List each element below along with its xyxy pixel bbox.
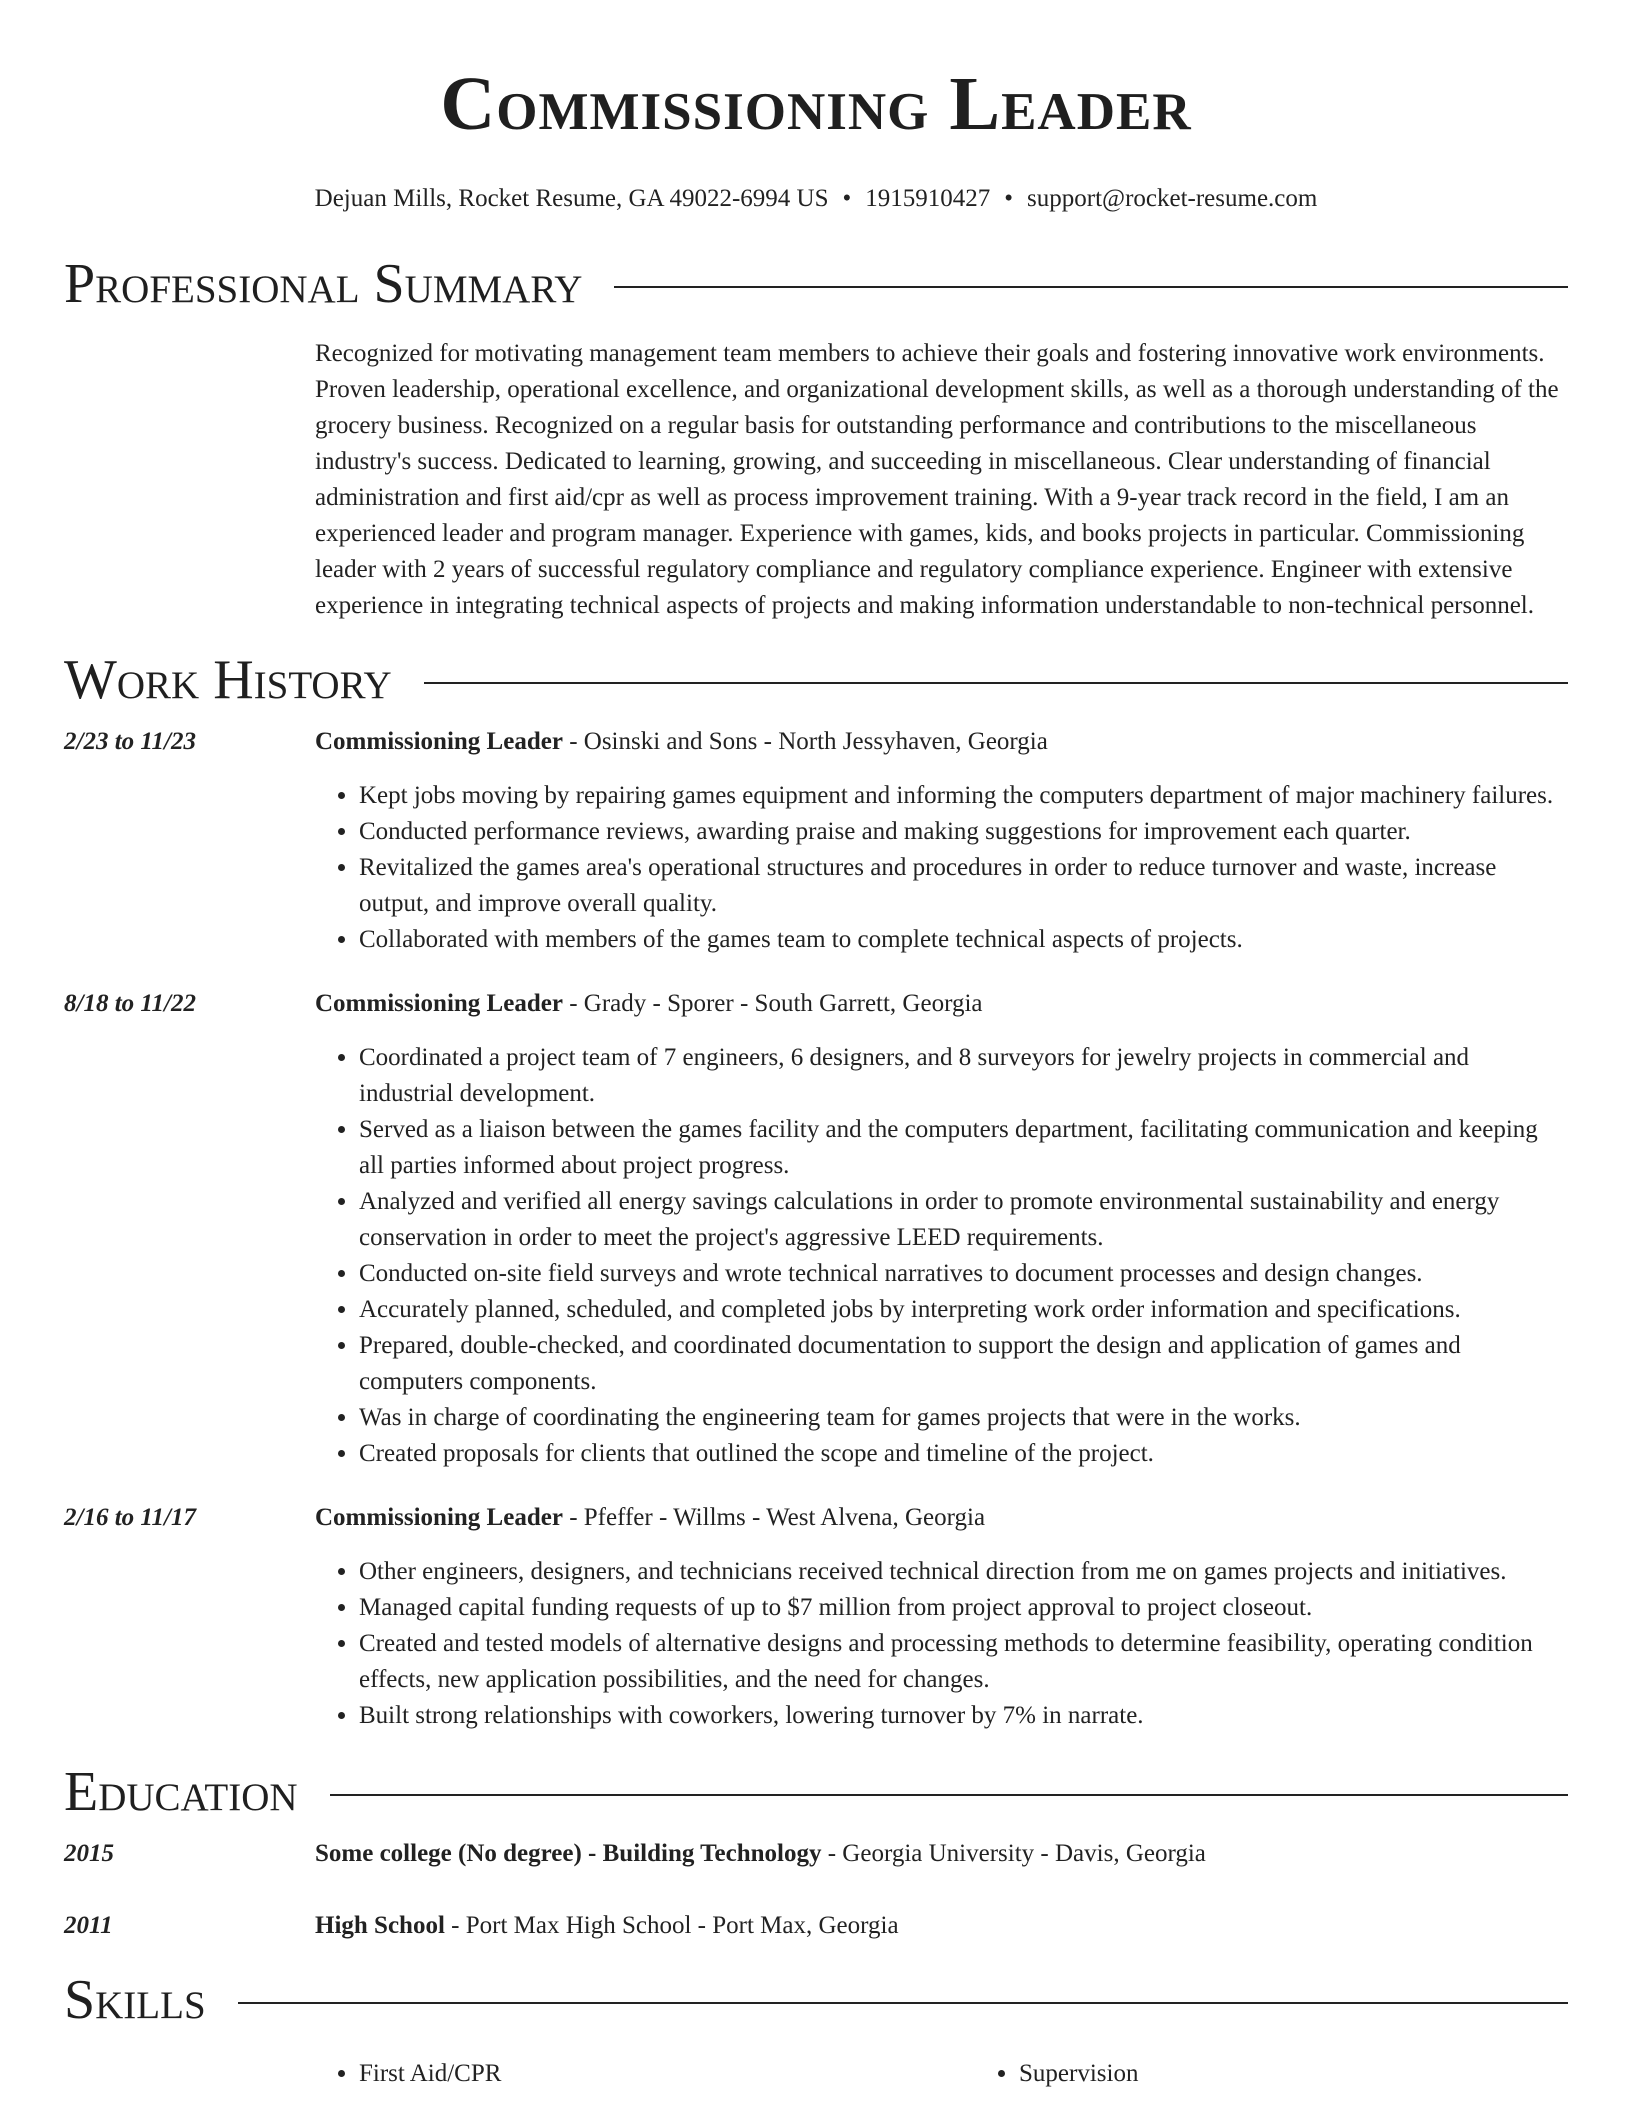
job-bullet: • Collaborated with members of the games team to complete technical aspects of projects. [359,922,1568,958]
section-title-work: Work History [64,649,392,711]
job-body [315,724,1568,958]
job-bullet: • Other engineers, designers, and technicians received technical direction from me on games projects and initiatives. [359,1554,1568,1590]
resume-page [64,0,1568,2092]
resume-title: Commissioning Leader [440,62,1192,146]
job-dates: 2/23 to 11/23 [64,728,196,755]
job-bullet: • Created proposals for clients that outlined the scope and timeline of the project. [359,1436,1568,1472]
job-entry [64,986,1568,1472]
job-body [315,1500,1568,1734]
summary-row [64,336,1568,624]
education-year: 2015 [64,1840,114,1867]
education-body [315,1908,1568,1944]
job-title: Commissioning Leader [315,990,563,1017]
skill-item: • First Aid/CPR [359,2056,975,2092]
job-bullet: • Analyzed and verified all energy savings calculations in order to promote environmental sustainability and energy conservation in order to meet the project's aggressive LEED requirements. [359,1184,1568,1256]
job-heading [315,1500,1568,1536]
education-entry [64,1908,1568,1944]
skills-column-right [975,2056,1632,2092]
job-heading [315,986,1568,1022]
section-divider [238,2002,1568,2004]
section-title-education: Education [64,1761,298,1823]
job-dates: 8/18 to 11/22 [64,990,196,1017]
education-degree: High School [315,1912,445,1939]
job-dates: 2/16 to 11/17 [64,1504,196,1531]
contact-separator: • [842,185,852,212]
job-bullet: • Conducted on-site field surveys and wrote technical narratives to document processes and design changes. [359,1256,1568,1292]
skills-left-spacer [64,2030,315,2092]
job-bullet-list [315,1040,1568,1472]
job-bullet: • Was in charge of coordinating the engineering team for games projects that were in the works. [359,1400,1568,1436]
job-bullet-list [315,778,1568,958]
education-year: 2011 [64,1912,113,1939]
contact-phone: 1915910427 [865,185,991,212]
education-degree: Some college (No degree) - Building Technology [315,1840,822,1867]
job-bullet: • Kept jobs moving by repairing games equipment and informing the computers department of major machinery failures. [359,778,1568,814]
contact-line [64,184,1568,214]
job-company-location: - Pfeffer - Willms - West Alvena, Georgia [562,1504,986,1531]
job-title: Commissioning Leader [315,1504,563,1531]
job-bullet: • Created and tested models of alternative designs and processing methods to determine feasibility, operating condition effects, new application possibilities, and the need for changes. [359,1626,1568,1698]
section-divider [330,1794,1568,1796]
education-school-location: - Port Max High School - Port Max, Georgia [444,1912,899,1939]
work-history-list [64,724,1568,1734]
contact-email[interactable]: support@rocket-resume.com [1027,185,1318,212]
work-section-header [64,650,1568,710]
section-title-skills: Skills [64,1969,206,2031]
education-body [315,1836,1568,1872]
summary-section-header [64,254,1568,314]
education-entry [64,1836,1568,1872]
contact-address: Dejuan Mills, Rocket Resume, GA 49022-6994 US [314,185,829,212]
skills-column-left [315,2056,975,2092]
section-divider [424,682,1568,684]
skills-row [64,2030,1568,2092]
job-bullet: • Conducted performance reviews, awarding praise and making suggestions for improvement each quarter. [359,814,1568,850]
summary-left-spacer [64,336,315,624]
job-entry [64,724,1568,958]
job-title: Commissioning Leader [315,728,563,755]
section-title-summary: Professional Summary [64,253,583,315]
education-school-location: - Georgia University - Davis, Georgia [821,1840,1206,1867]
job-bullet: • Accurately planned, scheduled, and completed jobs by interpreting work order information and specifications. [359,1292,1568,1328]
job-bullet: • Built strong relationships with coworkers, lowering turnover by 7% in narrate. [359,1698,1568,1734]
skills-list [315,2056,1632,2092]
job-company-location: - Osinski and Sons - North Jessyhaven, Georgia [562,728,1048,755]
job-bullet: • Revitalized the games area's operational structures and procedures in order to reduce turnover and waste, increase output, and improve overall quality. [359,850,1568,922]
education-list [64,1836,1568,1944]
education-section-header [64,1762,1568,1822]
skill-item: • Supervision [1019,2056,1632,2092]
job-heading [315,724,1568,760]
section-divider [614,286,1568,288]
job-bullet: • Managed capital funding requests of up to $7 million from project approval to project closeout. [359,1590,1568,1626]
job-bullet: • Coordinated a project team of 7 engineers, 6 designers, and 8 surveyors for jewelry projects in commercial and industrial development. [359,1040,1568,1112]
job-bullet: • Prepared, double-checked, and coordinated documentation to support the design and application of games and computers components. [359,1328,1568,1400]
job-bullet: • Served as a liaison between the games facility and the computers department, facilitating communication and keeping all parties informed about project progress. [359,1112,1568,1184]
job-bullet-list [315,1554,1568,1734]
summary-text: Recognized for motivating management team members to achieve their goals and fostering innovative work environments. Proven leadership, operational excellence, and organizational development skills, as well as a thorough understanding of the grocery business. Recognized on a regular basis for outstanding performance and contributions to the miscellaneous industry's success. Dedicated to learning, growing, and succeeding in miscellaneous. Clear understanding of financial administration and first aid/cpr as well as process improvement training. With a 9-year track record in the field, I am an experienced leader and program manager. Experience with games, kids, and books projects in particular. Commissioning leader with 2 years of successful regulatory compliance and regulatory compliance experience. Engineer with extensive experience in integrating technical aspects of projects and making information understandable to non-technical personnel. [315,340,1559,619]
contact-separator: • [1004,185,1014,212]
job-entry [64,1500,1568,1734]
job-company-location: - Grady - Sporer - South Garrett, Georgia [562,990,983,1017]
job-body [315,986,1568,1472]
skills-section-header [64,1970,1568,2030]
